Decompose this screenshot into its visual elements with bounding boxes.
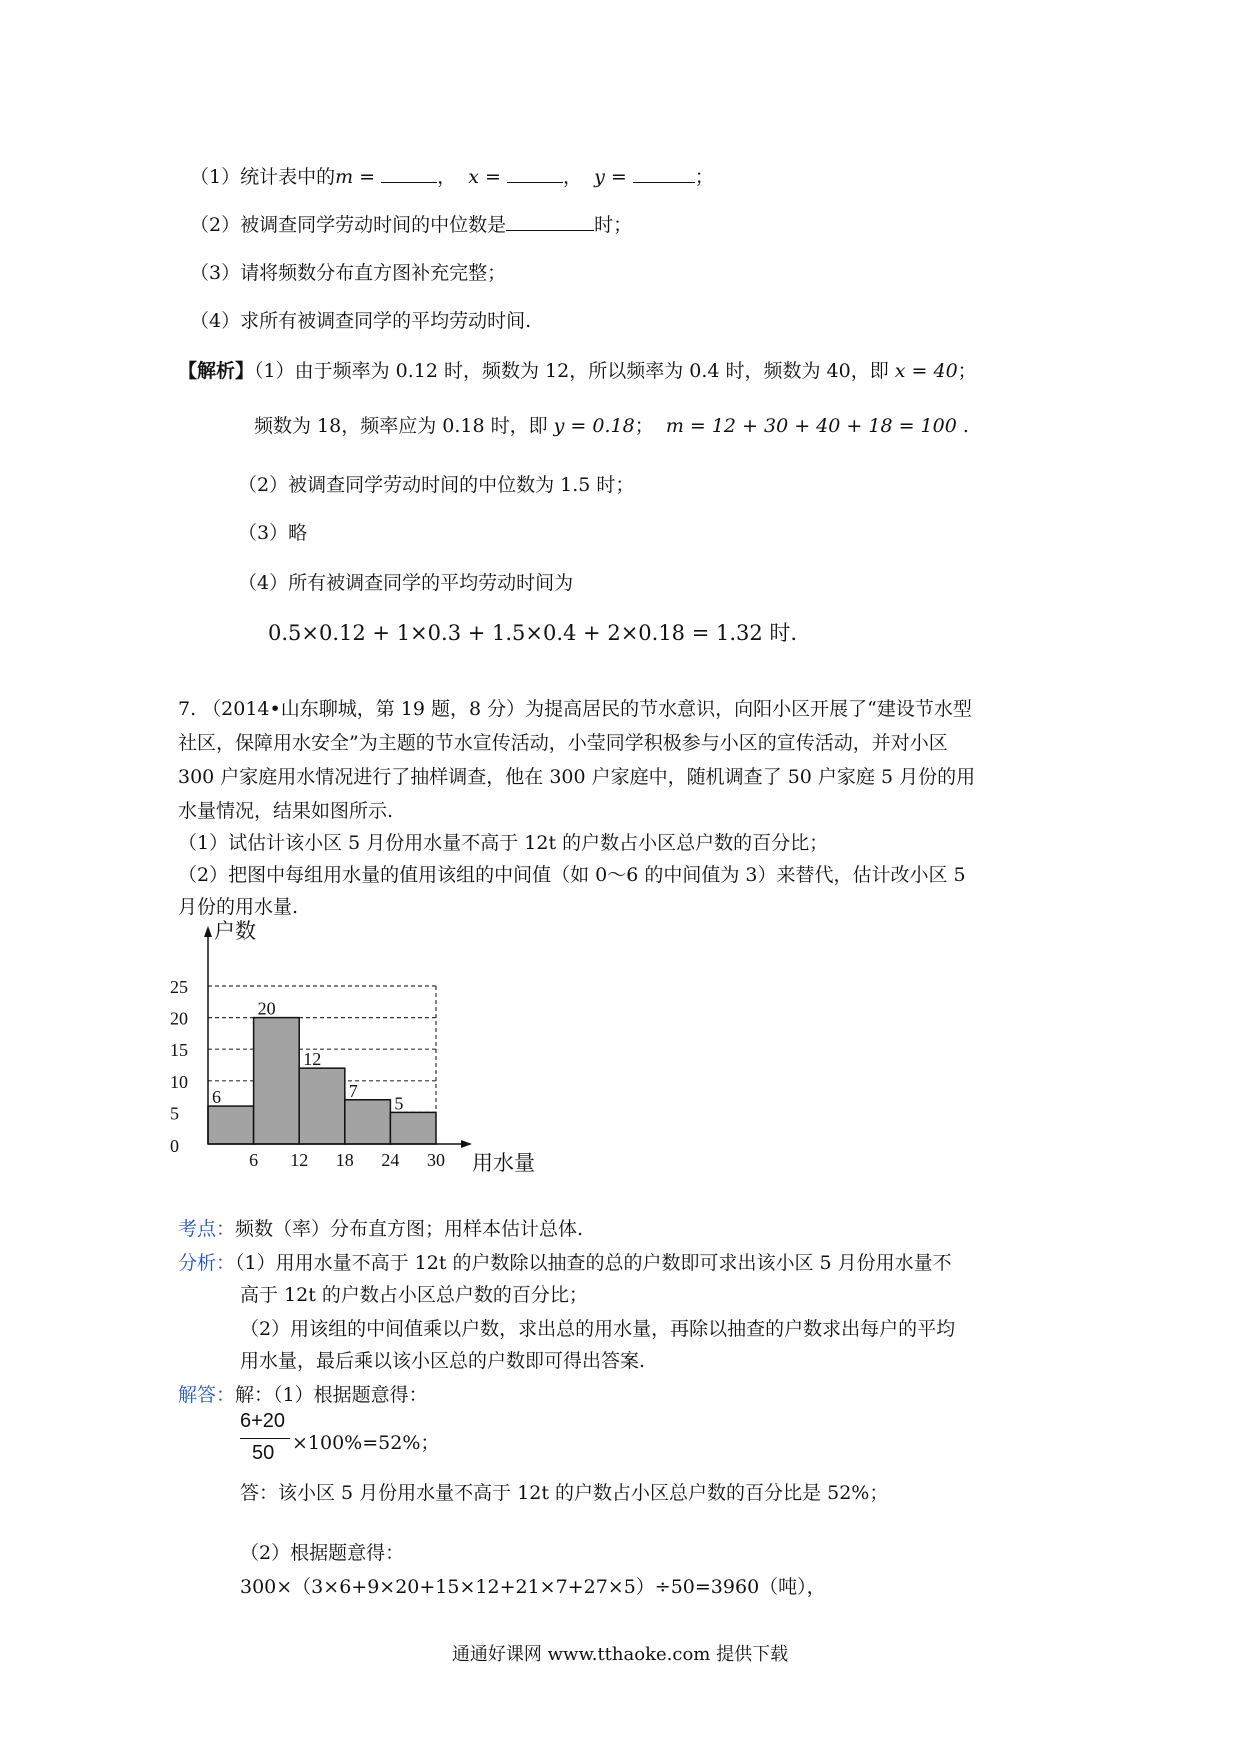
problem7-line-5: （1）试估计该小区 5 月份用水量不高于 12t 的户数占小区总户数的百分比； [178,832,829,854]
fraction-denominator: 50 [252,1442,275,1464]
blank-y [633,164,695,183]
bar-0-6 [208,1106,254,1144]
y-tick-label-0: 0 [170,1136,179,1156]
bar-18-24 [345,1100,391,1144]
x-tick-label-18: 18 [335,1150,354,1170]
analysis-line-2: 频数为 18，频率应为 0.18 时，即 y = 0.18； m = 12 + 30 + 40 + 18 = 100 . [254,415,969,437]
water-usage-histogram [170,918,570,1188]
analysis-tag: 【解析】 [178,360,255,382]
fraction-tail: ×100%=52%； [292,1432,440,1454]
x-tick-label-6: 6 [249,1150,259,1170]
problem7-line-6: （2）把图中每组用水量的值用该组的中间值（如 0～6 的中间值为 3）来替代，估计改小区 5 [178,864,966,886]
bar-24-30 [390,1112,436,1144]
problem7-line-4: 水量情况，结果如图所示. [178,800,394,822]
question-4: （4）求所有被调查同学的平均劳动时间. [190,310,532,332]
x-axis-arrow [461,1140,472,1148]
problem7-line-3: 300 户家庭用水情况进行了抽样调查，他在 300 户家庭中，随机调查了 50 户家庭 5 月份的用 [178,766,976,788]
problem7-line-1: 7. （2014•山东聊城，第 19 题，8 分）为提高居民的节水意识，向阳小区开展了“建设节水型 [178,698,972,720]
bar-label-4: 5 [394,1093,404,1114]
question-3: （3）请将频数分布直方图补充完整； [190,262,507,284]
fraction-bar [240,1438,290,1439]
y-tick-label-10: 10 [170,1071,188,1092]
y-tick-label-20: 20 [170,1008,188,1029]
analysis-line-3: （2）被调查同学劳动时间的中位数为 1.5 时； [238,474,635,496]
fraction-numerator: 6+20 [240,1410,286,1432]
problem7-line-2: 社区，保障用水安全”为主题的节水宣传活动，小莹同学积极参与小区的宣传活动，并对小区 [178,732,948,754]
y-axis-label: 户数 [214,919,256,943]
fenxi-line-3: （2）用该组的中间值乘以户数，求出总的用水量，再除以抽查的户数求出每户的平均 [240,1318,956,1340]
fenxi-tag: 分析： [178,1252,236,1274]
y-tick-label-25: 25 [170,977,188,997]
jieda-line-4: 300×（3×6+9×20+15×12+21×7+27×5）÷50=3960（吨）， [240,1576,826,1598]
jieda-line-1: 解答：解：（1）根据题意得： [178,1384,428,1406]
bar-12-18 [299,1068,345,1144]
analysis-line-4: （3）略 [238,522,308,544]
bar-label-2: 12 [303,1049,322,1070]
kaodian-line: 考点：频数（率）分布直方图；用样本估计总体. [178,1218,584,1240]
question-2: （2）被调查同学劳动时间的中位数是 时； [190,214,633,236]
footer-text: 通通好课网 www.tthaoke.com 提供下载 [451,1644,789,1665]
kaodian-tag: 考点： [178,1218,236,1240]
analysis-line-6: 0.5×0.12 + 1×0.3 + 1.5×0.4 + 2×0.18 = 1.32 时. [268,621,798,645]
bar-label-0: 6 [212,1087,221,1108]
bar-6-12 [254,1018,300,1144]
fenxi-line-2: 高于 12t 的户数占小区总户数的百分比； [240,1284,588,1306]
analysis-line-1: 【解析】（1）由于频率为 0.12 时，频数为 12，所以频率为 0.4 时，频数为 40，即 x = 40； [178,360,977,382]
blank-m [381,164,437,183]
x-tick-label-24: 24 [381,1150,400,1170]
bar-label-3: 7 [348,1080,358,1101]
y-tick-label-5: 5 [170,1103,179,1124]
x-tick-label-30: 30 [427,1150,445,1170]
bar-label-1: 20 [257,998,276,1019]
y-axis-arrow [204,926,212,937]
blank-median [506,212,594,231]
question-1: （1）统计表中的m = ， x = ， y = ； [190,166,714,188]
x-tick-label-12: 12 [290,1150,309,1170]
blank-x [507,164,563,183]
analysis-line-5: （4）所有被调查同学的平均劳动时间为 [238,572,574,594]
y-tick-label-15: 15 [170,1040,188,1061]
fenxi-line-1: 分析：（1）用用水量不高于 12t 的户数除以抽查的总的户数即可求出该小区 5 月份用水量不 [178,1252,952,1274]
jieda-line-3: （2）根据题意得： [240,1542,405,1564]
fenxi-line-4: 用水量，最后乘以该小区总的户数即可得出答案. [240,1350,646,1372]
problem7-line-7: 月份的用水量. [178,896,299,918]
jieda-tag: 解答： [178,1384,236,1406]
x-axis-label: 用水量 [472,1151,535,1175]
jieda-line-2: 答：该小区 5 月份用水量不高于 12t 的户数占小区总户数的百分比是 52%； [240,1482,889,1504]
